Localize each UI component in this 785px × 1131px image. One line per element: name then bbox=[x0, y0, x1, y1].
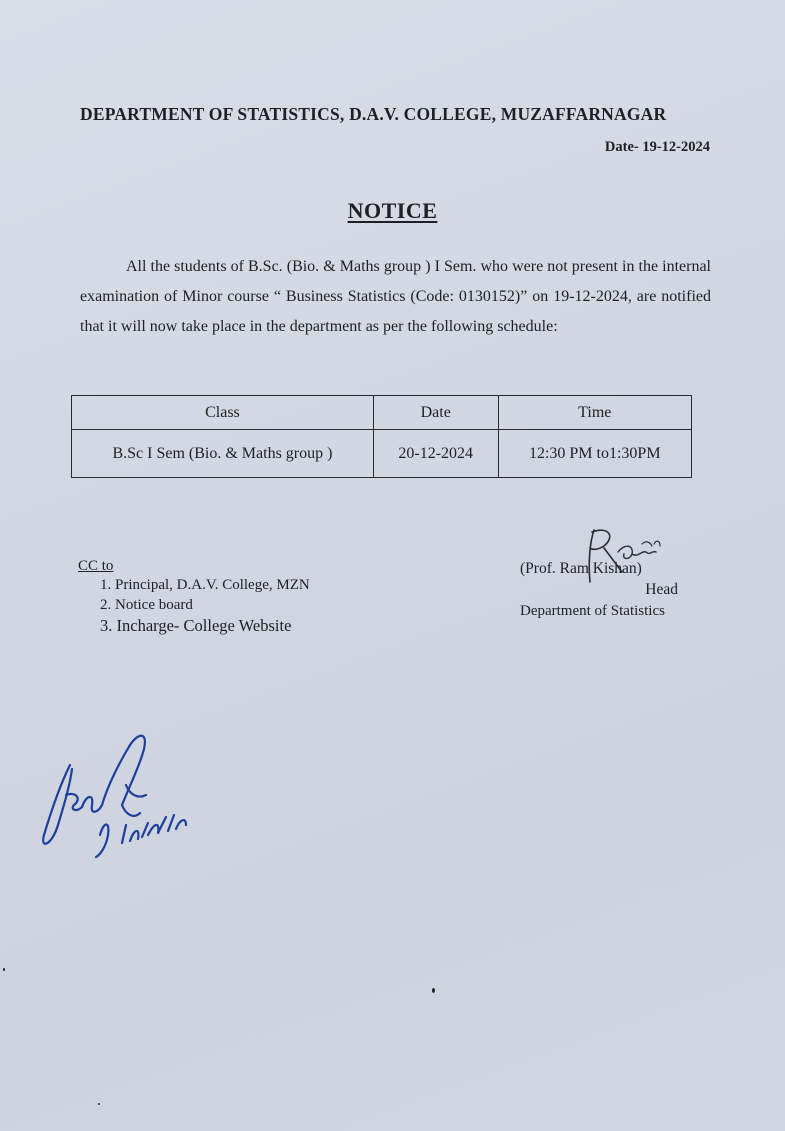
signatory-name: (Prof. Ram Kishan) bbox=[520, 560, 642, 577]
notice-date: Date- 19-12-2024 bbox=[604, 139, 710, 155]
notice-title: NOTICE bbox=[347, 198, 438, 223]
cell-time: 12:30 PM to1:30PM bbox=[498, 430, 691, 478]
schedule-header-row bbox=[72, 396, 692, 430]
column-header-date: Date bbox=[373, 396, 498, 430]
column-header-class: Class bbox=[72, 396, 374, 430]
list-item: 1. Principal, D.A.V. College, MZN bbox=[100, 577, 310, 593]
table-row bbox=[72, 430, 692, 478]
signatory-department: Department of Statistics bbox=[520, 603, 665, 619]
schedule-table bbox=[71, 395, 692, 478]
cc-list bbox=[78, 575, 310, 637]
list-item: 2. Notice board bbox=[100, 597, 193, 613]
paper-speck bbox=[98, 1103, 100, 1105]
cc-heading: CC to bbox=[78, 558, 114, 574]
department-header: DEPARTMENT OF STATISTICS, D.A.V. COLLEGE, MUZAFFARNAGAR bbox=[80, 104, 667, 124]
column-header-time: Time bbox=[498, 396, 691, 430]
handwritten-initials bbox=[30, 725, 205, 875]
paper-speck bbox=[3, 968, 5, 971]
list-item: 3. Incharge- College Website bbox=[100, 616, 292, 635]
cell-class: B.Sc I Sem (Bio. & Maths group ) bbox=[72, 430, 374, 478]
head-signature bbox=[560, 522, 690, 592]
paper-speck bbox=[432, 988, 435, 993]
notice-body: All the students of B.Sc. (Bio. & Maths group ) I Sem. who were not present in the internal examination of Minor course “ Business Statistics (Code: 0130152)” on 19-12-2024, are notified that it will now take place in the department as per the following schedule: bbox=[80, 258, 711, 335]
cc-block bbox=[78, 558, 310, 637]
cell-date: 20-12-2024 bbox=[373, 430, 498, 478]
signatory-designation: Head bbox=[645, 581, 678, 598]
